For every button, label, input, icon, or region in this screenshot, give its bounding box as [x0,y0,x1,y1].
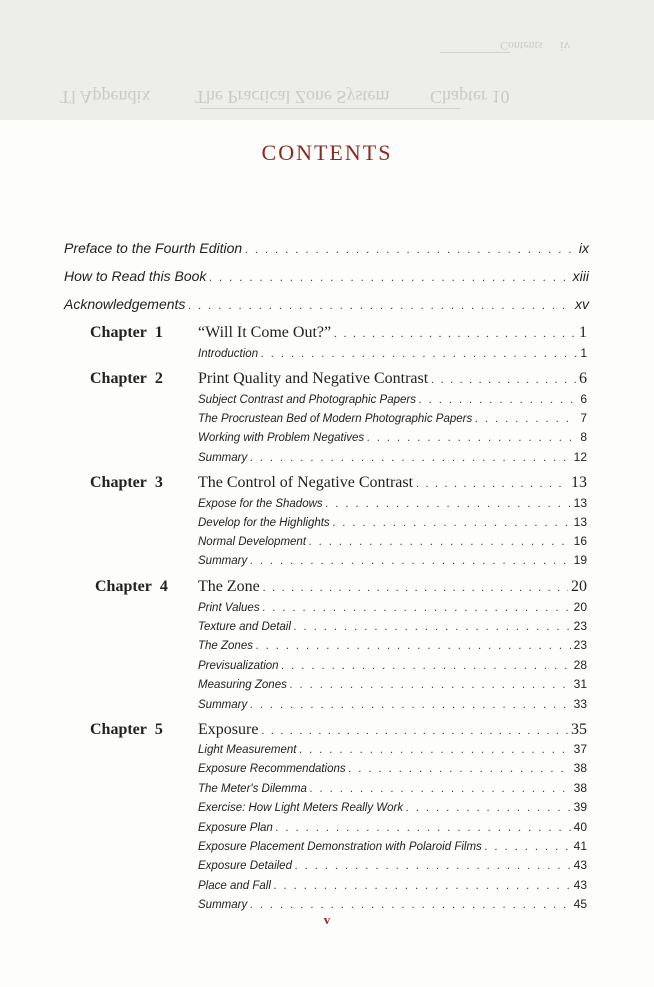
chapter-1-label: Chapter 1 [90,324,163,341]
section-entry[interactable]: Introduction . . . 1 [198,346,587,360]
leader-dots [188,300,572,312]
chapter-3-title[interactable] [198,474,587,492]
chapter-page: 13 [571,474,587,491]
chapter-3-label: Chapter 3 [90,474,163,491]
section-entry[interactable]: Exposure Plan . . . 40 [198,820,587,834]
entry-title: Acknowledgements [64,296,186,312]
section-entry[interactable]: Working with Problem Negatives . . . 8 [198,430,587,444]
leader-dots [261,725,568,737]
page-number: v [323,912,331,927]
chapter-page: 20 [571,578,587,595]
section-entry[interactable]: Summary . . . 12 [198,450,587,464]
section-entry[interactable]: The Zones . . . 23 [198,638,587,652]
chapter-title: The Zone [198,578,260,595]
entry-title: How to Read this Book [64,268,207,284]
entry-page: ix [578,240,589,256]
leader-dots [209,272,569,284]
chapter-page: 35 [571,721,587,738]
show-through-previous-page: iv Contents Tl Appendix The Practical Zone System Chapter 10 [0,0,654,120]
section-entry[interactable]: Summary . . . 19 [198,553,587,567]
leader-dots [416,478,568,490]
toc-entry-preface[interactable] [64,240,589,256]
section-entry[interactable]: Normal Development . . . 16 [198,534,587,548]
chapter-1-title[interactable] [198,324,587,342]
leader-dots [263,582,568,594]
chapter-page: 6 [579,370,587,387]
section-entry[interactable]: Develop for the Highlights . . . 13 [198,515,587,529]
entry-title: Preface to the Fourth Edition [64,240,243,256]
chapter-2-label: Chapter 2 [90,370,163,387]
section-entry[interactable]: Exposure Placement Demonstration with Polaroid Films . . . 41 [198,839,587,853]
section-entry[interactable]: Exercise: How Light Meters Really Work . . . 39 [198,800,587,814]
page-title: CONTENTS [261,140,393,165]
section-entry[interactable]: Measuring Zones . . . 31 [198,677,587,691]
section-entry[interactable]: Exposure Recommendations . . . 38 [198,761,587,775]
toc-entry-acknowledgements[interactable] [64,296,589,312]
chapter-title: The Control of Negative Contrast [198,474,414,491]
section-entry[interactable]: Texture and Detail . . . 23 [198,619,587,633]
section-entry[interactable]: The Procrustean Bed of Modern Photographic Papers . . . 7 [198,411,587,425]
chapter-2-title[interactable] [198,370,587,388]
entry-page: xv [575,296,589,312]
chapter-5-title[interactable] [198,721,587,739]
leader-dots [431,374,576,386]
chapter-page: 1 [579,324,587,341]
chapter-title: “Will It Come Out?” [198,324,332,341]
leader-dots [245,244,576,256]
toc-entry-how-to-read[interactable] [64,268,589,284]
section-entry[interactable]: The Meter's Dilemma . . . 38 [198,781,587,795]
section-entry[interactable]: Exposure Detailed . . . 43 [198,858,587,872]
section-entry[interactable]: Expose for the Shadows . . . 13 [198,496,587,510]
chapter-5-label: Chapter 5 [90,721,163,738]
section-entry[interactable]: Previsualization . . . 28 [198,658,587,672]
section-entry[interactable]: Summary . . . 33 [198,697,587,711]
chapter-4-title[interactable] [198,578,587,596]
section-entry[interactable]: Light Measurement . . . 37 [198,742,587,756]
chapter-title: Print Quality and Negative Contrast [198,370,429,387]
section-entry[interactable]: Print Values . . . 20 [198,600,587,614]
entry-page: xiii [572,268,589,284]
chapter-4-label: Chapter 4 [95,578,168,595]
leader-dots [334,328,576,340]
section-entry[interactable]: Place and Fall . . . 43 [198,878,587,892]
chapter-title: Exposure [198,721,259,738]
section-entry[interactable]: Summary . . . 45 [198,897,587,911]
section-entry[interactable]: Subject Contrast and Photographic Papers . . . 6 [198,392,587,406]
